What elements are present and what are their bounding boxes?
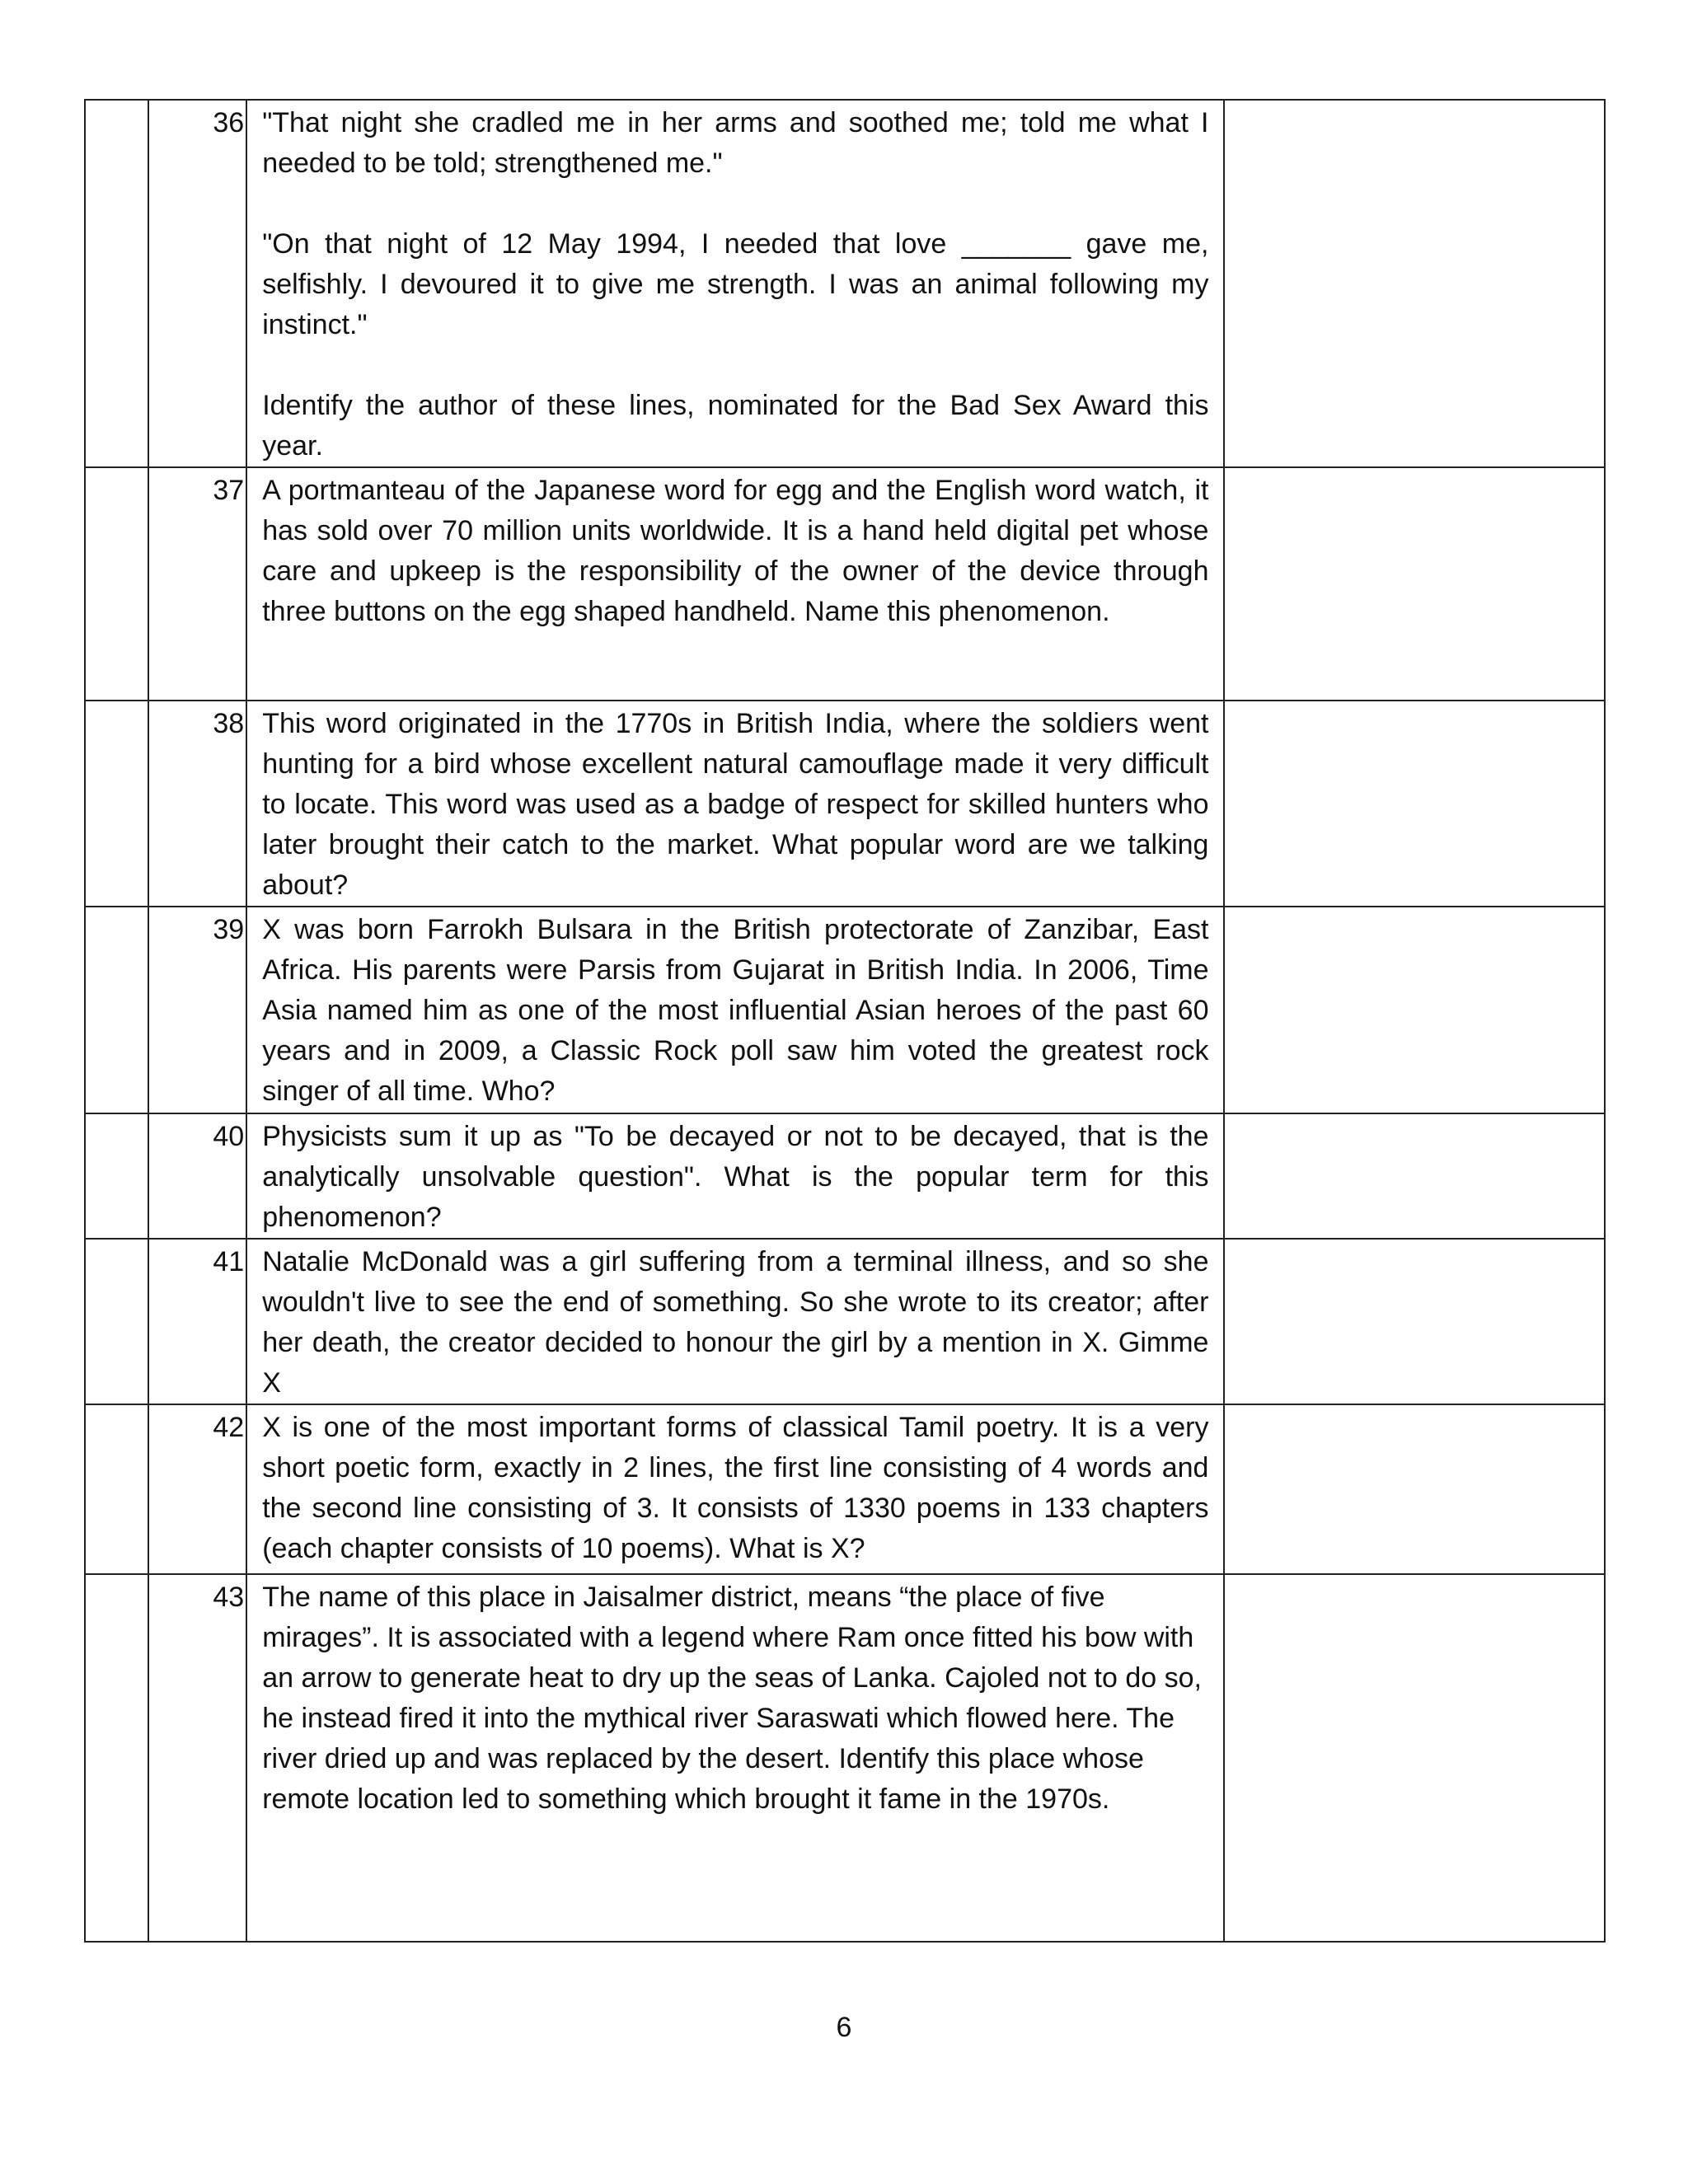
question-text-cell bbox=[246, 1404, 1224, 1574]
question-number-cell bbox=[148, 1239, 246, 1404]
question-text-cell bbox=[246, 1113, 1224, 1239]
blank-cell bbox=[85, 1574, 148, 1942]
question-number-cell bbox=[148, 701, 246, 907]
table-row bbox=[85, 1239, 1605, 1404]
question-paragraph: The name of this place in Jaisalmer district, means “the place of five mirages”. It is associated with a legend where Ram once fitted his bow with an arrow to generate heat to dry up the seas of Lanka. Cajoled not to do so, he instead fired it into the mythical river Saraswati which flowed here. The river dried up and was replaced by the desert. Identify this place whose remote location led to something which brought it fame in the 1970s. bbox=[262, 1582, 1202, 1815]
question-text-cell bbox=[246, 467, 1224, 701]
answer-cell[interactable] bbox=[1224, 1113, 1605, 1239]
blank-cell bbox=[85, 1239, 148, 1404]
blank-cell bbox=[85, 467, 148, 701]
answer-cell[interactable] bbox=[1224, 100, 1605, 467]
answer-cell[interactable] bbox=[1224, 907, 1605, 1113]
question-paragraph: "That night she cradled me in her arms and soothed me; told me what I needed to be told; strengthened me." bbox=[262, 107, 1209, 179]
question-number: 36 bbox=[213, 107, 245, 138]
question-paragraph: Identify the author of these lines, nominated for the Bad Sex Award this year. bbox=[262, 390, 1209, 462]
blank-cell bbox=[85, 907, 148, 1113]
question-number: 40 bbox=[213, 1121, 245, 1152]
question-text-cell bbox=[246, 1574, 1224, 1942]
question-number-cell bbox=[148, 100, 246, 467]
page-number: 6 bbox=[836, 2012, 852, 2043]
answer-cell[interactable] bbox=[1224, 467, 1605, 701]
question-paragraph: X was born Farrokh Bulsara in the British protectorate of Zanzibar, East Africa. His parents were Parsis from Gujarat in British India. In 2006, Time Asia named him as one of the most influential Asian heroes of the past 60 years and in 2009, a Classic Rock poll saw him voted the greatest rock singer of all time. Who? bbox=[262, 914, 1209, 1107]
question-number: 41 bbox=[213, 1246, 245, 1277]
question-paragraph: X is one of the most important forms of classical Tamil poetry. It is a very short poetic form, exactly in 2 lines, the first line consisting of 4 words and the second line consisting of 3. It consists of 1330 poems in 133 chapters (each chapter consists of 10 poems). What is X? bbox=[262, 1412, 1209, 1564]
question-number: 42 bbox=[213, 1412, 245, 1443]
table-row bbox=[85, 701, 1605, 907]
question-paragraph: A portmanteau of the Japanese word for egg and the English word watch, it has sold over 70 million units worldwide. It is a hand held digital pet whose care and upkeep is the responsibility of the owner of the device through three buttons on the egg shaped handheld. Name this phenomenon. bbox=[262, 475, 1209, 627]
question-text-cell bbox=[246, 701, 1224, 907]
question-number-cell bbox=[148, 467, 246, 701]
answer-cell[interactable] bbox=[1224, 1574, 1605, 1942]
table-row bbox=[85, 467, 1605, 701]
table-row bbox=[85, 100, 1605, 467]
blank-cell bbox=[85, 100, 148, 467]
table-row bbox=[85, 907, 1605, 1113]
question-paragraph: Natalie McDonald was a girl suffering from a terminal illness, and so she wouldn't live to see the end of something. So she wrote to its creator; after her death, the creator decided to honour the girl by a mention in X. Gimme X bbox=[262, 1246, 1209, 1399]
question-paragraph: "On that night of 12 May 1994, I needed that love _______ gave me, selfishly. I devoured it to give me strength. I was an animal following my instinct." bbox=[262, 228, 1209, 340]
question-number-cell bbox=[148, 1113, 246, 1239]
table-row bbox=[85, 1404, 1605, 1574]
question-text-cell bbox=[246, 100, 1224, 467]
question-number: 39 bbox=[213, 914, 245, 945]
answer-cell[interactable] bbox=[1224, 1404, 1605, 1574]
blank-cell bbox=[85, 1113, 148, 1239]
question-paragraph: This word originated in the 1770s in British India, where the soldiers went hunting for a bird whose excellent natural camouflage made it very difficult to locate. This word was used as a badge of respect for skilled hunters who later brought their catch to the market. What popular word are we talking about? bbox=[262, 708, 1209, 901]
question-number-cell bbox=[148, 1404, 246, 1574]
answer-cell[interactable] bbox=[1224, 701, 1605, 907]
question-paragraph: Physicists sum it up as "To be decayed or not to be decayed, that is the analytically unsolvable question". What is the popular term for this phenomenon? bbox=[262, 1121, 1209, 1233]
answer-cell[interactable] bbox=[1224, 1239, 1605, 1404]
question-text-cell bbox=[246, 1239, 1224, 1404]
question-number: 38 bbox=[213, 708, 245, 739]
table-row bbox=[85, 1113, 1605, 1239]
blank-cell bbox=[85, 1404, 148, 1574]
question-number: 37 bbox=[213, 475, 245, 506]
question-text-cell bbox=[246, 907, 1224, 1113]
table-row bbox=[85, 1574, 1605, 1942]
question-number-cell bbox=[148, 1574, 246, 1942]
blank-cell bbox=[85, 701, 148, 907]
quiz-table bbox=[84, 99, 1606, 1943]
question-number: 43 bbox=[213, 1582, 245, 1613]
question-number-cell bbox=[148, 907, 246, 1113]
